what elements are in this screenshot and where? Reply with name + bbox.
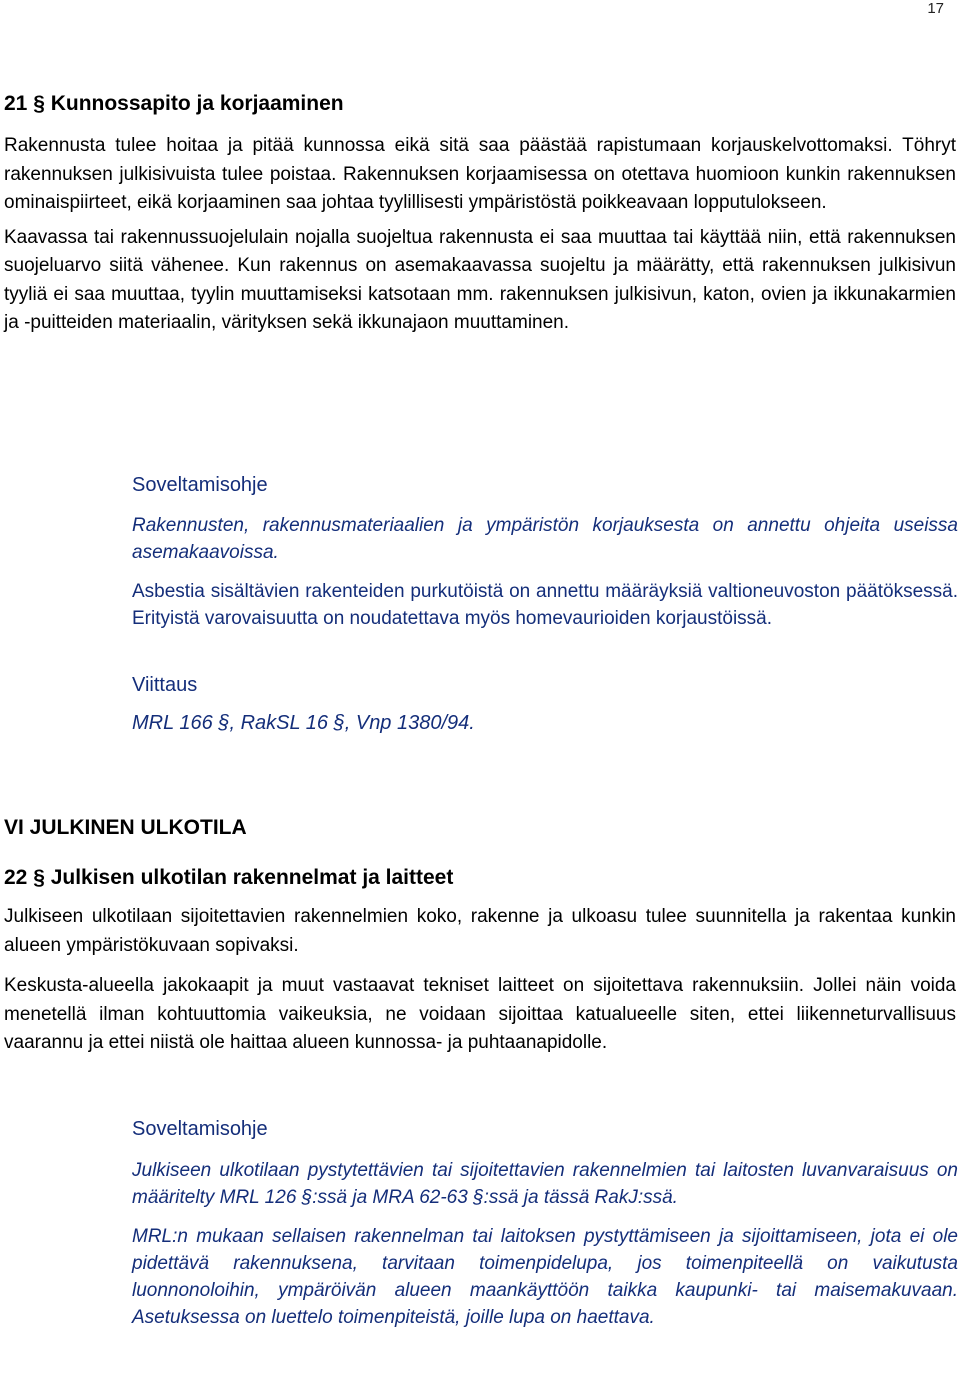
section-21-reference-text: MRL 166 §, RakSL 16 §, Vnp 1380/94. — [132, 712, 475, 734]
section-22-guide — [132, 1157, 958, 1331]
section-21-reference-label: Viittaus — [132, 674, 198, 696]
section-21-paragraph-1: Rakennusta tulee hoitaa ja pitää kunnossa eikä sitä saa päästää rapistumaan korjauskelvottomaksi. Töhryt rakennuksen julkisivuista tulee poistaa. Rakennuksen korjaamisessa on otettava huomioon kunkin rakennuksen ominaispiirteet, eikä korjaaminen saa johtaa tyylillisesti ympäristöstä poikkeavaan lopputulokseen. — [4, 135, 956, 213]
section-22-text — [4, 903, 956, 1058]
section-22-heading: 22 § Julkisen ulkotilan rakennelmat ja laitteet — [4, 866, 454, 889]
section-21-paragraph-2: Kaavassa tai rakennussuojelulain nojalla suojeltua rakennusta ei saa muuttaa tai käyttää niin, että rakennuksen suojeluarvo siitä vähenee. Kun rakennus on asemakaavassa suojeltu ja määrätty, että rakennuksen julkisivun tyyliä ei saa muuttaa, tyylin muuttamiseksi katsotaan mm. rakennuksen julkisivun, katon, ovien ja ikkunakarmien ja -puitteiden materiaalin, värityksen sekä ikkunajaon muuttaminen. — [4, 226, 956, 333]
section-21-guide-label: Soveltamisohje — [132, 474, 268, 496]
page-number: 17 — [927, 0, 944, 17]
section-21-heading: 21 § Kunnossapito ja korjaaminen — [4, 92, 344, 115]
section-22-paragraph-2: Keskusta-alueella jakokaapit ja muut vastaavat tekniset laitteet on sijoitettava rakennuksiin. Jollei näin voida menetellä ilman kohtuuttomia vaikeuksia, ne voidaan sijoittaa katualueelle siten, ettei liikenneturvallisuus vaarannu ja ettei niistä ole haittaa alueen kunnossa- ja puhtaanapidolle. — [4, 975, 956, 1053]
section-22-paragraph-1: Julkiseen ulkotilaan sijoitettavien rakennelmien koko, rakenne ja ulkoasu tulee suunnitella ja rakentaa kunkin alueen ympäristökuvaan sopivaksi. — [4, 906, 956, 956]
section-21-guide-text-1: Rakennusten, rakennusmateriaalien ja ympäristön korjauksesta on annettu ohjeita useissa asemakaavoissa. — [132, 515, 958, 563]
section-22-guide-label: Soveltamisohje — [132, 1118, 268, 1140]
section-22-guide-text-2: MRL:n mukaan sellaisen rakennelman tai laitoksen pystyttämiseen ja sijoittamiseen, jota ei ole pidettävä rakennuksena, tarvitaan toimenpidelupa, jos toimenpiteellä on vaikutusta luonnonoloihin, ympäröivän alueen maankäyttöön taikka kaupunki- tai maisemakuvaan. Asetuksessa on luettelo toimenpiteistä, joille lupa on haettava. — [132, 1226, 958, 1328]
section-21-guide-text-2: Asbestia sisältävien rakenteiden purkutöistä on annettu määräyksiä valtioneuvoston päätöksessä. Erityistä varovaisuutta on noudatettava myös homevaurioiden korjaustöissä. — [132, 581, 958, 629]
section-21-text — [4, 132, 956, 338]
part-6-heading: VI JULKINEN ULKOTILA — [4, 816, 247, 839]
section-21-guide — [132, 512, 958, 632]
section-22-guide-text-1: Julkiseen ulkotilaan pystytettävien tai sijoitettavien rakennelmien tai laitosten luvanvaraisuus on määritelty MRL 126 §:ssä ja MRA 62-63 §:ssä ja tässä RakJ:ssä. — [132, 1160, 958, 1208]
